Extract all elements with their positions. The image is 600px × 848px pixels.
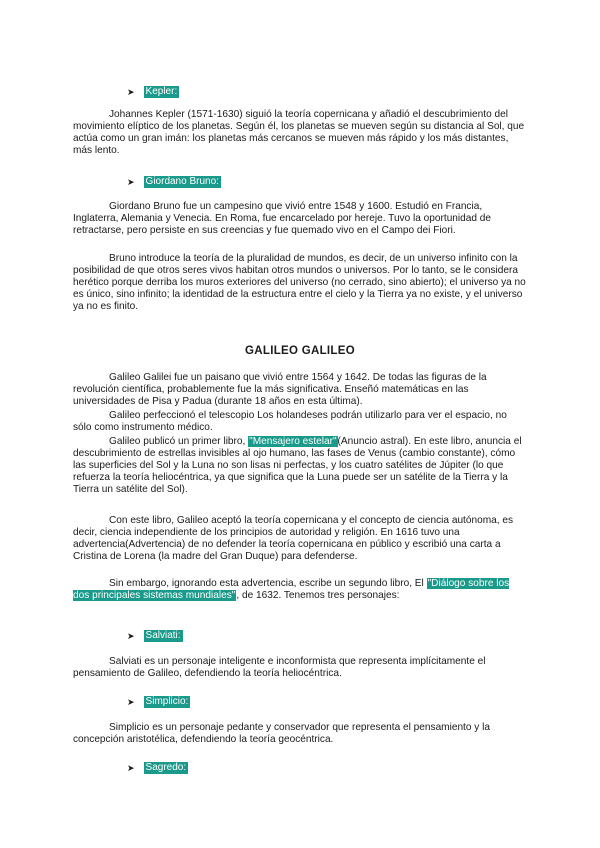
paragraph-galileo-2: Galileo perfeccionó el telescopio Los holandeses podrán utilizarlo para ver el espacio, no sólo como instrumento médico. [73,410,507,433]
paragraph-galileo-3 [73,436,528,496]
paragraph-galileo-5-end: , de 1632. Tenemos tres personajes: [236,589,400,601]
arrow-bullet-icon: ➤ [127,697,135,707]
section-label-sagredo: Sagredo: [145,762,187,773]
paragraph-galileo-5 [73,578,528,602]
bullet-salviati [127,630,183,642]
arrow-bullet-icon: ➤ [127,87,135,97]
paragraph-bruno-1: Giordano Bruno fue un campesino que vivió entre 1548 y 1600. Estudió en Francia, Inglaterra, Alemania y Venecia. En Roma, fue encarcelado por hereje. Tuvo la oportunidad de retractarse, pero persiste en sus creencias y fue quemado vivo en el Campo dei Fiori. [73,201,492,236]
paragraph-galileo-3-start: Galileo publicó un primer libro, [109,436,249,447]
bullet-kepler [127,86,179,98]
bullet-simplicio [127,696,190,708]
paragraph-galileo-3-end: (Anuncio astral). En este libro, anuncia el descubrimiento de estrellas invisibles al ojo humano, las fases de Venus (cambio constante), cómo las superficies del Sol y la Luna no son lisas ni perfectas, y los cuatro satélites de Júpiter (lo que refuerza la teoría heliocéntrica, ya que significa que la Luna puede ser un satélite de la Tierra y la Tierra un satélite del Sol). [73,436,522,495]
arrow-bullet-icon: ➤ [127,177,135,187]
paragraph-galileo-4: Con este libro, Galileo aceptó la teoría copernicana y el concepto de ciencia autónoma, es decir, ciencia independiente de los principios de autoridad y religión. En 1616 tuvo una advertencia(Advertencia) de no defender la teoría copernicana en público y escribió una carta a Cristina de Lorena (la madre del Gran Duque) para defenderse. [73,515,513,562]
paragraph-bruno-2: Bruno introduce la teoría de la pluralidad de mundos, es decir, de un universo infinito con la posibilidad de que otros seres vivos habitan otros mundos o universos. Por lo tanto, se le considera herético porque derriba los muros exteriores del universo (no cerrado, sino abierto); el universo ya no es único, sino infinito; la identidad de la estructura entre el cielo y la Tierra ya no existe, y el universo ya no es finito. [73,253,526,312]
paragraph-galileo-5-start: Sin embargo, ignorando esta advertencia, escribe un segundo libro, El [109,578,427,589]
paragraph-kepler: Johannes Kepler (1571-1630) siguió la teoría copernicana y añadió el descubrimiento del movimiento elíptico de los planetas. Según él, los planetas se mueven según su distancia al Sol, que actúa como un gran imán: los planetas más cercanos se mueven más rápido y los más distantes, más lento. [73,109,525,156]
bullet-sagredo [127,762,188,774]
arrow-bullet-icon: ➤ [127,631,135,641]
section-label-salviati: Salviati: [145,630,181,641]
section-label-simplicio: Simplicio: [145,696,189,707]
paragraph-galileo-1: Galileo Galilei fue un paisano que vivió entre 1564 y 1642. De todas las figuras de la revolución científica, probablemente fue la más significativa. Enseñó matemáticas en las universidades de Pisa y Padua (durante 18 años en esta última). [73,372,487,407]
paragraph-simplicio: Simplicio es un personaje pedante y conservador que representa el pensamiento y la concepción aristotélica, defendiendo la teoría geocéntrica. [73,722,490,745]
highlight-mensajero-estelar: "Mensajero estelar" [249,436,337,447]
section-label-kepler: Kepler: [145,86,178,97]
section-heading-galileo: GALILEO GALILEO [245,345,355,357]
arrow-bullet-icon: ➤ [127,763,135,773]
section-label-bruno: Giordano Bruno: [145,176,219,187]
paragraph-salviati: Salviati es un personaje inteligente e inconformista que representa implícitamente el pensamiento de Galileo, defendiendo la teoría heliocéntrica. [73,656,486,679]
bullet-bruno [127,176,221,188]
highlight-dialogo: "Diálogo sobre los dos principales sistemas mundiales" [73,578,510,601]
